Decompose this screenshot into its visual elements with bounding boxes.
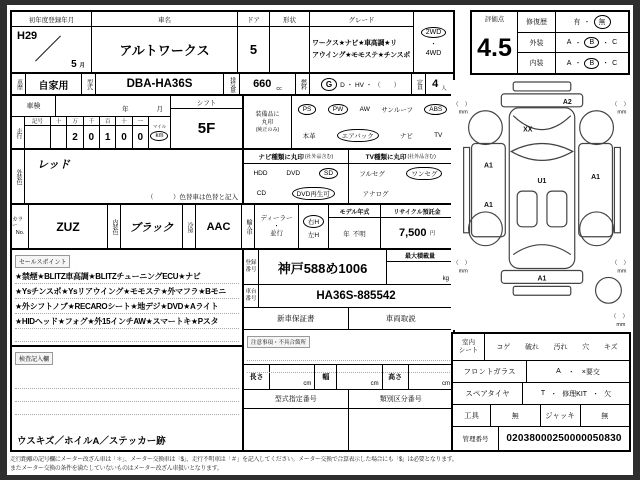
color-no-label: カラー No. — [12, 205, 29, 248]
equip-abs-circled: ABS — [424, 104, 447, 115]
notes-row — [244, 330, 453, 365]
sales-line-empty — [15, 329, 239, 342]
front-grille — [513, 82, 571, 91]
left-hand: 左H — [307, 231, 320, 239]
inspector-entry-tag: 検査記入欄 — [15, 352, 53, 365]
equipment-block — [243, 96, 455, 150]
fuel-gasoline-circled: G — [321, 78, 337, 91]
grade-label: グレード — [310, 12, 413, 27]
inspection-mileage-block — [10, 96, 243, 150]
management-number-value: 02038000250000050830 — [506, 433, 622, 444]
shift-value: 5F — [197, 120, 216, 137]
inspection-mileage-left — [12, 96, 170, 148]
inspector-note: ウスキズ／ホイルA／ステッカー跡 — [17, 436, 166, 447]
svg-text:mm: mm — [616, 322, 626, 329]
wheel-rear-right — [580, 212, 614, 246]
displacement-value: 660 cc — [240, 74, 296, 94]
equip-aw: AW — [359, 105, 370, 113]
mileage-col-10k: 万 2 — [67, 117, 83, 148]
spare-tire-values: T ・ 修理KIT ・ 欠 — [540, 390, 612, 398]
model-code-value: DBA-HA36S — [96, 74, 224, 94]
interior-color-value: ブラック — [121, 205, 183, 248]
seat-left — [517, 191, 537, 227]
repair-history-value: 有 ・ 無 — [556, 12, 628, 32]
tv-analog: アナログ — [362, 190, 389, 198]
jack-value: 無 — [601, 412, 609, 420]
navi-type-row-2 — [244, 184, 348, 204]
navi-type-title: ナビ種類に丸印 (社外品含む) — [244, 150, 348, 164]
shaken-row — [12, 96, 170, 117]
reg-year: H29 — [17, 30, 38, 42]
footer-line-2: またメーター交換の条件を満たしていないものはメーター改ざん車扱いとなります。 — [10, 466, 223, 472]
rear-window — [513, 245, 571, 255]
notes-line-empty — [247, 349, 450, 361]
chassis-row — [244, 285, 453, 308]
equip-navi: ナビ — [399, 132, 413, 140]
type-number-header-row — [244, 390, 453, 409]
ac-label: 冷房 — [183, 205, 196, 248]
score-cell — [472, 12, 518, 73]
right-side-panel — [579, 143, 613, 236]
equipment-items — [292, 96, 453, 148]
mileage-unit-cell: マイル km — [149, 117, 170, 148]
import-dealer-cell: ディーラー ・ 並行 — [255, 205, 299, 248]
mileage-col-10: 十 0 — [116, 117, 132, 148]
model-code-label: 型式 — [82, 74, 96, 94]
model-year-label: モデル年式 — [329, 205, 380, 218]
repair-history-label: 修復歴 — [518, 12, 556, 32]
equipment-row-2 — [292, 122, 453, 148]
rear-trim — [513, 286, 571, 295]
spare-tire-label: スペアタイヤ — [453, 383, 523, 404]
tv-oneseg-circled: ワンセグ — [406, 167, 442, 180]
header-table — [10, 10, 455, 74]
hood-line — [513, 116, 571, 130]
mileage-col-100k: 十 — [51, 117, 67, 148]
navi-dvd: DVD — [286, 170, 301, 178]
car-damage-diagram — [451, 80, 633, 330]
shaken-label: 車検 — [12, 96, 56, 116]
mark-rear: A1 — [537, 275, 547, 283]
registration-number: 神戸588め1006 — [259, 250, 387, 284]
warranty-label: 新車保証書 — [244, 308, 349, 329]
exterior-grade-row — [518, 33, 628, 54]
exterior-color-label: 外装色 — [12, 150, 25, 203]
mark-left-rear: A1 — [483, 201, 493, 209]
equip-tv: TV — [434, 131, 443, 139]
first-registration-cell — [12, 12, 92, 72]
sales-line-4: ★HIDヘッド★フォグ★外15インチAW★スマートキ★Pスタ — [15, 314, 239, 329]
windshield — [511, 143, 573, 160]
payload-label: 最大積載量 — [387, 250, 453, 262]
width-label: 幅 — [315, 365, 337, 389]
tread-front-left: （ ） — [452, 101, 471, 108]
evaluation-rows — [518, 12, 628, 73]
seat-right — [547, 191, 567, 227]
navi-dvd-play-circled: DVD再生可 — [292, 187, 335, 200]
class-number-label: 類別区分番号 — [379, 396, 422, 403]
tools-label: 工具 — [453, 405, 491, 426]
navi-tv-block — [243, 150, 455, 205]
shape-label: 形状 — [270, 12, 309, 27]
tread-spare: （ ） — [610, 314, 629, 321]
documents-row — [244, 308, 453, 330]
spare-tire — [596, 277, 622, 303]
length-value: cm — [270, 365, 315, 389]
length-label: 長さ — [244, 365, 270, 389]
height-label: 高さ — [383, 365, 409, 389]
interior-grade-label: 内装 — [518, 53, 556, 73]
seat-condition-row — [453, 334, 629, 361]
interior-grade-value: A ・ B ・ C — [566, 59, 618, 68]
mark-left-front: A1 — [483, 162, 493, 170]
drive-type-cell: 2WD ・ 4WD — [414, 12, 453, 72]
door-cell — [238, 12, 270, 72]
mark-center: U1 — [537, 178, 547, 186]
management-number-row — [453, 427, 629, 450]
evaluation-panel — [470, 10, 630, 75]
recycle-label: リサイクル預託金 — [381, 205, 453, 218]
wheel-rear-left — [469, 212, 503, 246]
exterior-color-value: レッド — [37, 159, 70, 171]
shaken-value: 年 月 — [122, 106, 163, 113]
shape-cell — [270, 12, 310, 72]
tv-type-box — [349, 150, 454, 203]
equipment-row-1 — [292, 96, 453, 122]
left-side-panel — [472, 143, 506, 236]
sales-line-1: ★禁煙★BLITZ車高調★BLITZチューニングECU★ナビ — [15, 269, 239, 284]
exterior-grade-value: A ・ B ・ C — [566, 39, 618, 47]
dimensions-row — [244, 365, 453, 390]
exterior-grade-label: 外装 — [518, 33, 556, 53]
model-year-cell — [329, 205, 381, 248]
capacity-value: 4 人 — [432, 78, 447, 92]
usage-row — [10, 74, 455, 96]
tread-front-right: （ ） — [611, 101, 630, 108]
sales-points-block — [10, 250, 243, 347]
first-registration-value — [12, 27, 91, 72]
condition-table — [451, 332, 631, 452]
tv-type-row-2 — [349, 184, 454, 204]
height-value: cm — [441, 381, 450, 387]
history-label: 車歴 — [12, 74, 26, 94]
svg-text:mm: mm — [617, 109, 627, 116]
registration-block — [243, 250, 455, 452]
seat-label: 室内 シート — [453, 334, 485, 360]
manual-label: 車両取説 — [385, 314, 416, 323]
exterior-b-circled: B — [584, 37, 599, 48]
svg-text:mm: mm — [458, 109, 468, 116]
capacity-label: 定員 — [412, 74, 426, 94]
shift-cell — [170, 96, 242, 148]
chassis-number: HA36S-885542 — [316, 290, 396, 302]
drive-4wd: 4WD — [425, 50, 442, 57]
equip-pw-circled: PW — [328, 104, 348, 115]
type-designation-value — [244, 409, 349, 450]
mark-right-side: A1 — [591, 174, 601, 182]
equip-sunroof: サンルーフ — [381, 106, 413, 114]
car-top-view — [451, 80, 633, 330]
windshield-values: A ・ ×要交 — [556, 368, 600, 376]
registration-label: 登録 番号 — [244, 250, 259, 284]
tools-row — [453, 405, 629, 427]
navi-sd-circled: SD — [319, 168, 338, 179]
reg-slash: ／ — [34, 34, 63, 65]
shift-label: シフト — [171, 96, 242, 109]
mileage-col-symbol: 記号 — [25, 117, 51, 148]
score-label: 評価点 — [484, 16, 505, 23]
fuel-label: 燃料 — [296, 74, 310, 94]
repair-none-circled: 無 — [594, 15, 611, 29]
exterior-color-value-cell — [25, 150, 242, 203]
first-registration-label: 初年度登録年月 — [12, 12, 91, 27]
navi-hdd: HDD — [253, 170, 268, 178]
management-number-label: 管理番号 — [453, 427, 499, 450]
mileage-table — [12, 117, 170, 148]
inspector-line-empty — [15, 402, 239, 415]
svg-text:mm: mm — [458, 268, 468, 275]
jack-label: ジャッキ — [541, 405, 581, 426]
notes-tag: 注意事項・不具合箇所 — [247, 336, 310, 348]
left-molding — [464, 147, 470, 232]
auction-sheet — [7, 5, 633, 475]
exterior-color-block — [10, 150, 243, 205]
registration-row — [244, 250, 453, 285]
mileage-col-1k: 千 0 — [84, 117, 100, 148]
equip-ps-circled: PS — [298, 104, 317, 115]
wheel-front-left — [469, 111, 503, 145]
tv-type-title: TV種類に丸印 (社外品含む) — [349, 150, 454, 164]
interior-grade-row — [518, 53, 628, 73]
repair-history-row — [518, 12, 628, 33]
color-no-value: ZUZ — [29, 205, 108, 248]
inspector-entry-block — [10, 347, 243, 452]
svg-text:mm: mm — [617, 268, 627, 275]
recycle-value: 7,500 円 — [398, 227, 436, 239]
inspector-line-empty — [15, 376, 239, 389]
steering-cell — [299, 205, 329, 248]
history-value: 自家用 — [26, 74, 82, 94]
interior-b-circled: B — [584, 58, 599, 69]
interior-import-row — [10, 205, 455, 250]
equipment-title: 装備品に 丸印 (純正のみ) — [244, 96, 292, 148]
grade-cell — [310, 12, 414, 72]
color-change-note: （ ）色替車は色替と記入 — [147, 194, 238, 201]
wheel-front-right — [580, 111, 614, 145]
mark-front-bumper: A2 — [562, 98, 572, 106]
seat-values: コゲ 破れ 汚れ 穴 キズ — [496, 344, 618, 351]
navi-type-box — [244, 150, 349, 203]
payload-value: kg — [442, 276, 449, 282]
inspector-line-empty — [15, 389, 239, 402]
grade-value: ワークス★ナビ★車高調★リ アウイング★モモステ★チンスポ — [312, 39, 411, 59]
footer-line-1: 走行距離の記号欄にメーター改ざん車は「＊」、メーター交換車は「$」、走行不明車は「＃」を記入してください。メーター交換で合算表示した場合にも「$」は必要となります。 — [10, 457, 458, 463]
chassis-label: 車台 番号 — [244, 285, 259, 307]
model-year-value: 年 不明 — [343, 230, 366, 238]
door-label: ドア — [238, 12, 269, 27]
ac-value: AAC — [196, 205, 242, 248]
door-value: 5 — [249, 42, 258, 57]
spare-tire-row — [453, 383, 629, 405]
sales-line-3: ★外シフトノブ★RECAROシート★地デジ★DVD★Aライト — [15, 299, 239, 314]
displacement-label: 排気量 — [224, 74, 240, 94]
payload-cell — [387, 250, 453, 284]
shape-value — [270, 27, 309, 72]
tv-type-row-1 — [349, 164, 454, 184]
tools-value: 無 — [491, 405, 541, 426]
type-number-value-row — [244, 409, 453, 450]
windshield-row — [453, 361, 629, 383]
car-name-cell — [92, 12, 238, 72]
tread-rear-right: （ ） — [611, 260, 630, 267]
right-molding — [614, 147, 620, 232]
mark-hood: XX — [523, 126, 533, 134]
equip-leather: 本革 — [302, 132, 316, 140]
car-name-value: アルトワークス — [119, 43, 210, 58]
tv-fullseg: フルセグ — [359, 171, 385, 179]
footer-notes — [10, 456, 630, 474]
km-circled: km — [150, 131, 168, 141]
drive-2wd-circled: 2WD — [421, 27, 447, 38]
tread-rear-left: （ ） — [452, 260, 471, 267]
equip-airbag-circled: エアバック — [337, 129, 379, 142]
score-value: 4.5 — [477, 33, 512, 62]
type-designation-label: 型式指定番号 — [244, 390, 349, 408]
recycle-cell — [381, 205, 453, 248]
fuel-value: G D ・ HV ・ （ ） — [310, 74, 412, 94]
right-hand-circled: 右H — [303, 215, 324, 228]
width-value: cm — [337, 365, 382, 389]
interior-color-label: 内装色 — [108, 205, 121, 248]
sales-line-2: ★Ysチンスポ★Ysリアウイング★モモステ★外マフラ★Bモニ — [15, 284, 239, 299]
reg-month: 5 月 — [71, 59, 85, 70]
navi-cd: CD — [256, 189, 267, 197]
mileage-label: 走行 — [12, 117, 25, 148]
navi-type-row-1 — [244, 164, 348, 184]
mileage-col-1: 一 0 — [133, 117, 149, 148]
windshield-label: フロントガラス — [453, 361, 527, 382]
sales-points-tag: セールスポイント — [15, 255, 70, 268]
car-name-label: 車名 — [92, 12, 237, 27]
class-number-value — [349, 409, 454, 450]
mileage-col-100: 百 1 — [100, 117, 116, 148]
import-label: 輸入車 — [242, 205, 255, 248]
